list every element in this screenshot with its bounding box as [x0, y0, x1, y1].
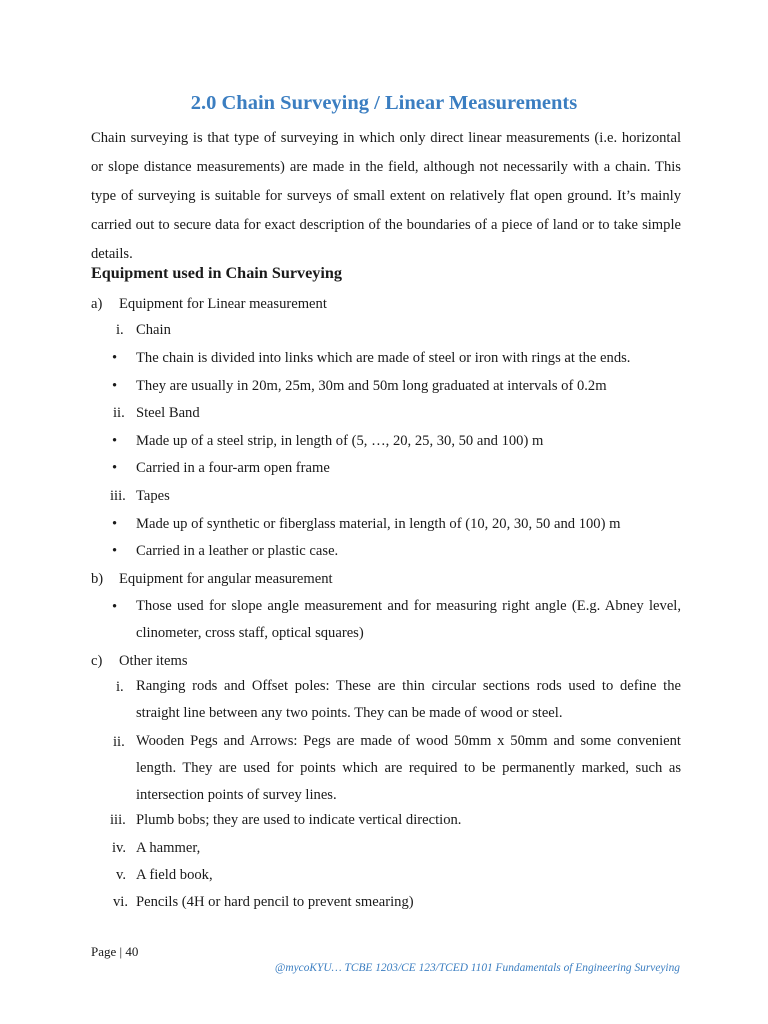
bullet-icon: •	[112, 350, 118, 366]
other-item-ranging-rods: Ranging rods and Offset poles: These are thin circular sections rods used to define the straight line between any two points. They can be made of wood or steel.	[136, 678, 681, 721]
tapes-label: iii.	[110, 488, 126, 504]
other-item-wooden-pegs: Wooden Pegs and Arrows: Pegs are made of wood 50mm x 50mm and some convenient length. They are used for points which are required to be permanently marked, such as intersection points of survey lines.	[136, 733, 681, 803]
other-item-field-book: A field book,	[136, 867, 213, 883]
section-b-label: b)	[91, 571, 104, 587]
chain-bullet-2: They are usually in 20m, 25m, 30m and 50m long graduated at intervals of 0.2m	[136, 378, 607, 394]
chain-label: i.	[116, 322, 124, 338]
page-title: 2.0 Chain Surveying / Linear Measurements	[190, 92, 578, 114]
bullet-icon: •	[112, 543, 118, 559]
other-item-label: i.	[116, 679, 124, 695]
tapes-bullet-1: Made up of synthetic or fiberglass material, in length of (10, 20, 30, 50 and 100) m	[136, 516, 621, 532]
tapes-text: Tapes	[136, 488, 170, 504]
other-item-label: vi.	[113, 894, 128, 910]
steel-band-text: Steel Band	[136, 405, 200, 421]
bullet-icon: •	[112, 460, 118, 476]
section-heading: Equipment used in Chain Surveying	[91, 264, 342, 282]
section-b-text: Equipment for angular measurement	[119, 571, 333, 587]
section-a-label: a)	[91, 296, 103, 312]
chain-text: Chain	[136, 322, 171, 338]
section-b-bullet: Those used for slope angle measurement and for measuring right angle (E.g. Abney level, clinometer, cross staff, optical squares)	[136, 598, 681, 641]
section-c-label: c)	[91, 653, 103, 669]
other-item-label: v.	[116, 867, 126, 883]
other-item-label: iv.	[112, 840, 127, 856]
other-item-pencils: Pencils (4H or hard pencil to prevent smearing)	[136, 894, 414, 910]
steel-band-bullet-1: Made up of a steel strip, in length of (5, …, 20, 25, 30, 50 and 100) m	[136, 433, 544, 449]
page-number: Page | 40	[91, 944, 139, 959]
course-footer: @mycoKYU… TCBE 1203/CE 123/TCED 1101 Fundamentals of Engineering Surveying	[274, 962, 680, 974]
other-item-hammer: A hammer,	[136, 840, 201, 856]
intro-paragraph: Chain surveying is that type of surveying in which only direct linear measurements (i.e. horizontal or slope distance measurements) are made in the field, although not necessarily with a chain. This type of surveying is suitable for surveys of small extent on relatively flat open ground. It’s mainly carried out to secure data for exact description of the boundaries of a piece of land or to take simple details.	[91, 130, 681, 262]
steel-band-bullet-2: Carried in a four-arm open frame	[136, 460, 330, 476]
bullet-icon: •	[112, 516, 118, 532]
other-item-plumb-bobs: Plumb bobs; they are used to indicate vertical direction.	[136, 812, 462, 828]
chain-bullet-1: The chain is divided into links which are made of steel or iron with rings at the ends.	[136, 350, 631, 366]
other-item-label: iii.	[110, 812, 126, 828]
tapes-bullet-2: Carried in a leather or plastic case.	[136, 543, 339, 559]
bullet-icon: •	[112, 378, 118, 394]
bullet-icon: •	[112, 433, 118, 449]
section-a-text: Equipment for Linear measurement	[119, 296, 327, 312]
steel-band-label: ii.	[113, 405, 125, 421]
other-item-label: ii.	[113, 734, 125, 750]
bullet-icon: •	[112, 599, 118, 615]
section-c-text: Other items	[119, 653, 188, 669]
